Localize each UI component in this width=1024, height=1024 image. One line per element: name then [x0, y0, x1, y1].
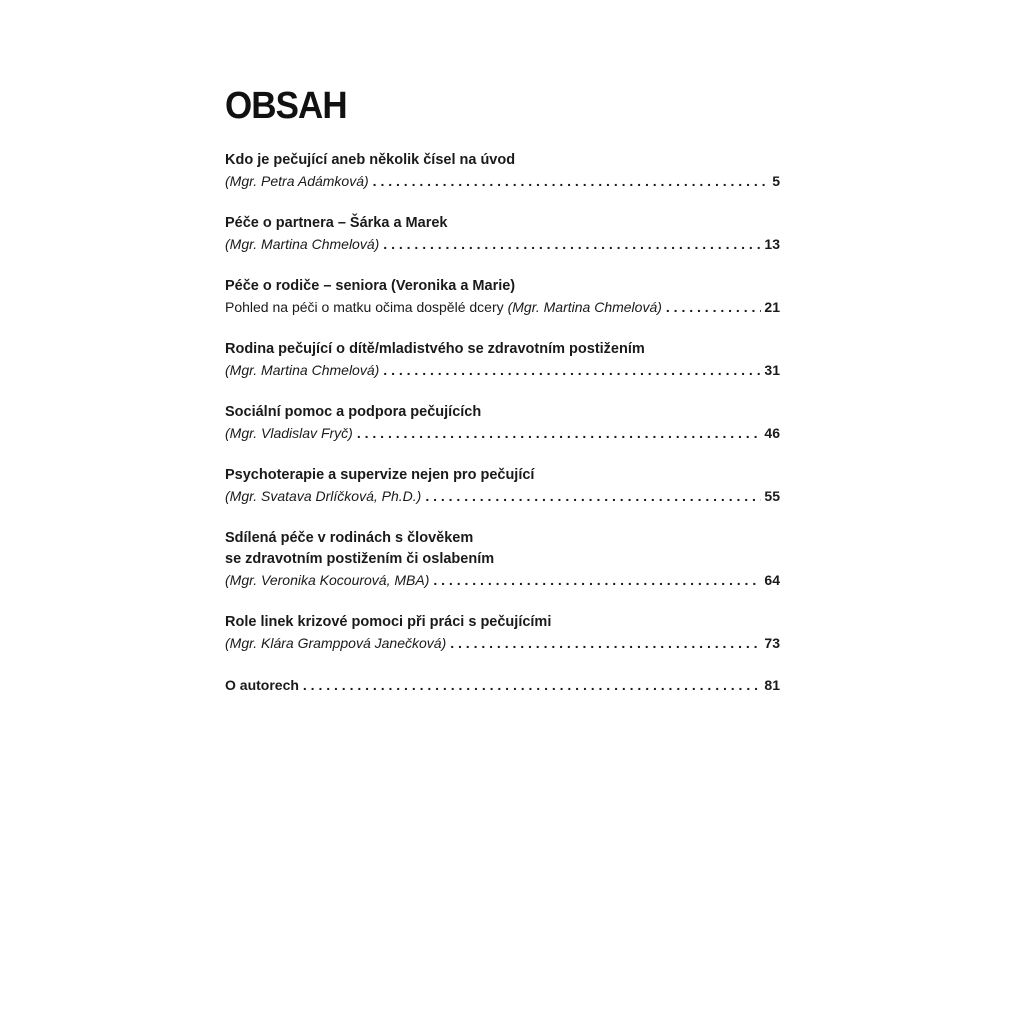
toc-entry-author: (Mgr. Svatava Drlíčková, Ph.D.) — [225, 488, 422, 504]
toc-entry-page-number: 64 — [764, 572, 780, 588]
dot-leader — [425, 486, 761, 507]
toc-entry-line — [225, 423, 780, 444]
toc-entry[interactable] — [225, 612, 780, 654]
toc-entry-title: Sociální pomoc a podpora pečujících — [225, 404, 482, 420]
toc-page — [225, 84, 780, 717]
toc-entry[interactable] — [225, 465, 780, 507]
toc-entry-page-number: 73 — [764, 635, 780, 651]
toc-entry[interactable] — [225, 402, 780, 444]
toc-entry-author: (Mgr. Martina Chmelová) — [507, 299, 662, 315]
toc-entry-authors[interactable] — [225, 675, 780, 696]
toc-entry-line — [225, 234, 780, 255]
toc-entry-title: O autorech — [225, 677, 299, 693]
toc-entry-author: (Mgr. Klára Gramppová Janečková) — [225, 635, 447, 651]
toc-entry-page-number: 46 — [764, 425, 780, 441]
dot-leader — [357, 423, 762, 444]
toc-entry-author: (Mgr. Martina Chmelová) — [225, 236, 380, 252]
toc-entry-title: Rodina pečující o dítě/mladistvého se zdravotním postižením — [225, 341, 645, 357]
dot-leader — [383, 360, 761, 381]
toc-entry-line — [225, 570, 780, 591]
toc-entry-title: Sdílená péče v rodinách s člověkem — [225, 530, 474, 546]
toc-entry[interactable] — [225, 528, 780, 591]
toc-entry-line — [225, 675, 780, 696]
dot-leader — [373, 171, 770, 192]
dot-leader — [666, 297, 762, 318]
toc-entry-page-number: 81 — [764, 677, 780, 693]
toc-entry-page-number: 55 — [764, 488, 780, 504]
toc-entry-title: Péče o rodiče – seniora (Veronika a Marie) — [225, 278, 516, 294]
table-of-contents — [225, 150, 780, 696]
toc-entry-page-number: 5 — [772, 173, 780, 189]
toc-entry-author: (Mgr. Martina Chmelová) — [225, 362, 380, 378]
toc-entry-line — [225, 633, 780, 654]
dot-leader — [433, 570, 761, 591]
dot-leader — [450, 633, 761, 654]
toc-entry-line — [225, 486, 780, 507]
toc-entry[interactable] — [225, 339, 780, 381]
toc-entry-author: (Mgr. Vladislav Fryč) — [225, 425, 353, 441]
toc-entry-line — [225, 297, 780, 318]
toc-entry-line — [225, 360, 780, 381]
toc-entry-title: Péče o partnera – Šárka a Marek — [225, 215, 448, 231]
toc-entry-author: (Mgr. Petra Adámková) — [225, 173, 369, 189]
toc-entry-page-number: 13 — [764, 236, 780, 252]
toc-entry-title: Role linek krizové pomoci při práci s pečujícími — [225, 614, 552, 630]
toc-entry-title: Psychoterapie a supervize nejen pro pečující — [225, 467, 535, 483]
toc-entry-title: se zdravotním postižením či oslabením — [225, 551, 495, 567]
dot-leader — [383, 234, 761, 255]
toc-entry[interactable] — [225, 276, 780, 318]
toc-entry-page-number: 31 — [764, 362, 780, 378]
page-title: OBSAH — [225, 85, 347, 127]
toc-entry-subtitle: Pohled na péči o matku očima dospělé dcery — [225, 299, 504, 315]
toc-entry-author: (Mgr. Veronika Kocourová, MBA) — [225, 572, 430, 588]
toc-entry-page-number: 21 — [764, 299, 780, 315]
toc-entry[interactable] — [225, 150, 780, 192]
dot-leader — [303, 675, 762, 696]
toc-entry[interactable] — [225, 213, 780, 255]
toc-entry-title: Kdo je pečující aneb několik čísel na úvod — [225, 152, 516, 168]
toc-entry-line — [225, 171, 780, 192]
